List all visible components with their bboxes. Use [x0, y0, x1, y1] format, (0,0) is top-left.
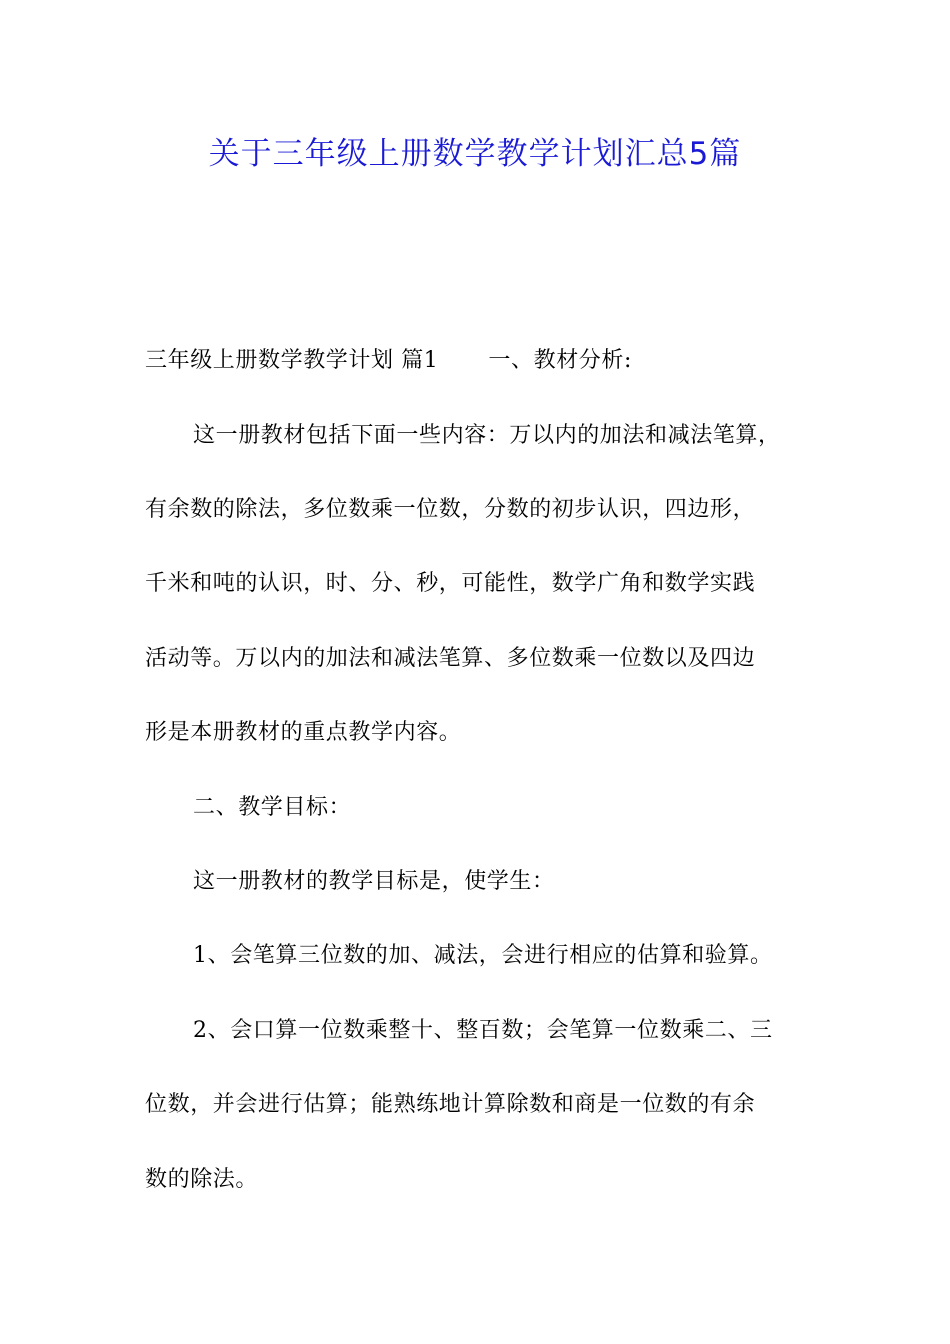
paragraph-line: 千米和吨的认识，时、分、秒，可能性，数学广角和数学实践	[145, 571, 756, 596]
list-item: 2、会口算一位数乘整十、整百数；会笔算一位数乘二、三	[193, 1018, 773, 1043]
list-item: 1、会笔算三位数的加、减法，会进行相应的估算和验算。	[193, 943, 773, 968]
section-heading-line	[145, 343, 632, 379]
document-title: 关于三年级上册数学教学计划汇总5篇	[208, 136, 742, 172]
paragraph-line: 数的除法。	[145, 1167, 259, 1192]
plan-heading: 三年级上册数学教学计划 篇1	[145, 348, 439, 373]
section-heading-textbook-analysis: 一、教材分析:	[488, 348, 633, 373]
paragraph-line: 有余数的除法，多位数乘一位数，分数的初步认识，四边形，	[145, 497, 756, 522]
paragraph-line: 活动等。万以内的加法和减法笔算、多位数乘一位数以及四边	[145, 646, 756, 671]
section-heading-teaching-goals: 二、教学目标：	[193, 795, 352, 820]
paragraph-line: 这一册教材的教学目标是，使学生：	[193, 869, 555, 894]
paragraph-line: 形是本册教材的重点教学内容。	[145, 720, 462, 745]
paragraph-line: 这一册教材包括下面一些内容：万以内的加法和减法笔算，	[193, 423, 781, 448]
paragraph-line: 位数，并会进行估算；能熟练地计算除数和商是一位数的有余	[145, 1092, 756, 1117]
